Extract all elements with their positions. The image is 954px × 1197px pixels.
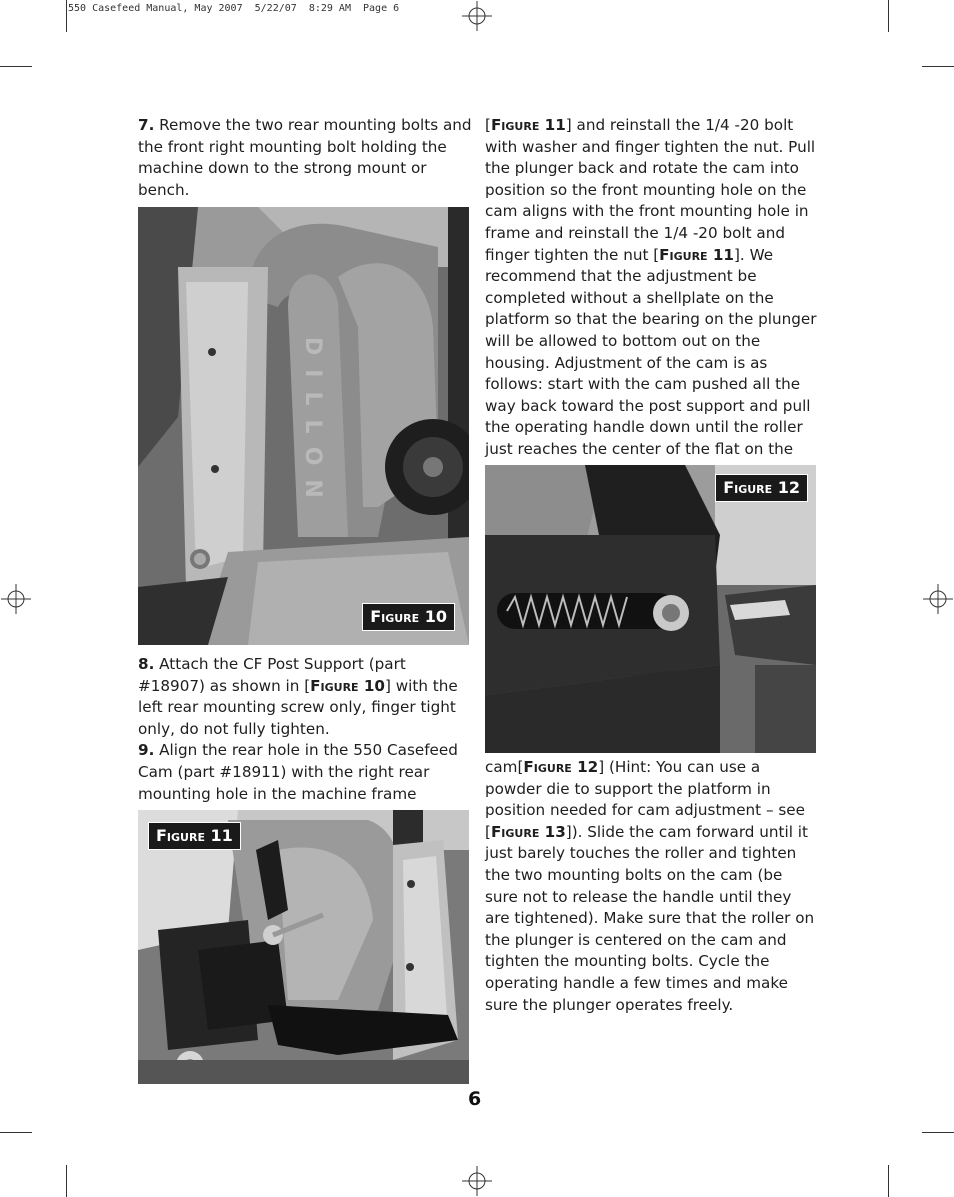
crop-mark — [66, 1165, 67, 1197]
figure-10-label: Figure 10 — [362, 603, 455, 631]
crop-mark — [922, 1132, 954, 1133]
body-text: ]). Slide the cam forward until it just barely touches the roller and tighten the two mounting bolts on the cam (be sure not to release the handle until they are tightened). Make sure that the roller on the plunger is centered on the cam and tighten the mounting bolts. Cycle the operating handle a few times and make sure the plunger operates freely. — [485, 822, 815, 1014]
registration-mark-icon — [1, 584, 31, 614]
step-9-paragraph — [138, 740, 472, 805]
figure-reference: Figure 12 — [523, 758, 599, 776]
registration-mark-icon — [462, 1, 492, 31]
press-lettering: DILLON — [300, 337, 325, 512]
step-7-paragraph — [138, 115, 472, 201]
figure-10-photo — [138, 207, 469, 645]
figure-11-photo — [138, 810, 469, 1084]
figure-12-label: Figure 12 — [715, 474, 808, 502]
crop-mark — [888, 0, 889, 32]
step-8-paragraph — [138, 654, 472, 740]
figure-reference: Figure 11 — [659, 245, 734, 264]
steps-8-9 — [138, 654, 472, 805]
adjustment-paragraph-1 — [485, 115, 819, 461]
body-text: ] and reinstall the 1/4 -20 bolt with washer and finger tighten the nut. Pull the plunger back and rotate the cam into position so the front mounting hole on the cam aligns with the front mounting hole in frame and reinstall the 1/4 -20 bolt and finger tighten the nut [ — [485, 116, 816, 264]
registration-mark-icon — [462, 1166, 492, 1196]
step-text: ] with the left rear mounting screw only, finger tight only, do not fully tighten. — [138, 676, 458, 738]
figure-12-photo — [485, 465, 816, 753]
figure-reference: Figure 11 — [490, 116, 566, 134]
page-number: 6 — [468, 1088, 482, 1110]
step-text: Align the rear hole in the 550 Casefeed Cam (part #18911) with the right rear mounting hole in the machine frame — [138, 741, 458, 803]
body-text: ]. We recommend that the adjustment be completed without a shellplate on the platform so that the bearing on the plunger will be allowed to bottom out on the housing. Adjustment of the cam is as follows: start with the cam pushed all the way back toward the post support and pull the operating handle down until the roller just reaches the center of the flat on the — [485, 245, 817, 458]
step-number: 9. — [138, 741, 155, 760]
step-number: 7. — [138, 116, 155, 134]
crop-mark — [888, 1165, 889, 1197]
figure-11-label: Figure 11 — [148, 822, 241, 850]
crop-mark — [922, 66, 954, 67]
registration-mark-icon — [923, 584, 953, 614]
adjustment-paragraph-2 — [485, 757, 819, 1016]
body-text: [ — [485, 116, 491, 134]
crop-mark — [0, 1132, 32, 1133]
figure-reference: Figure 13 — [490, 822, 566, 841]
step-number: 8. — [138, 655, 155, 673]
step-text: Attach the CF Post Support (part #18907) as shown in [ — [138, 655, 406, 695]
crop-mark — [0, 66, 32, 67]
body-text: cam[ — [485, 758, 524, 776]
body-text: ] (Hint: You can use a powder die to support the platform in position needed for cam adjustment – see [ — [485, 758, 805, 841]
crop-mark — [66, 0, 67, 32]
step-text: Remove the two rear mounting bolts and the front right mounting bolt holding the machine down to the strong mount or bench. — [138, 116, 472, 199]
print-slug: 550 Casefeed Manual, May 2007 5/22/07 8:29 AM Page 6 — [68, 3, 400, 14]
figure-reference: Figure 10 — [310, 676, 385, 695]
